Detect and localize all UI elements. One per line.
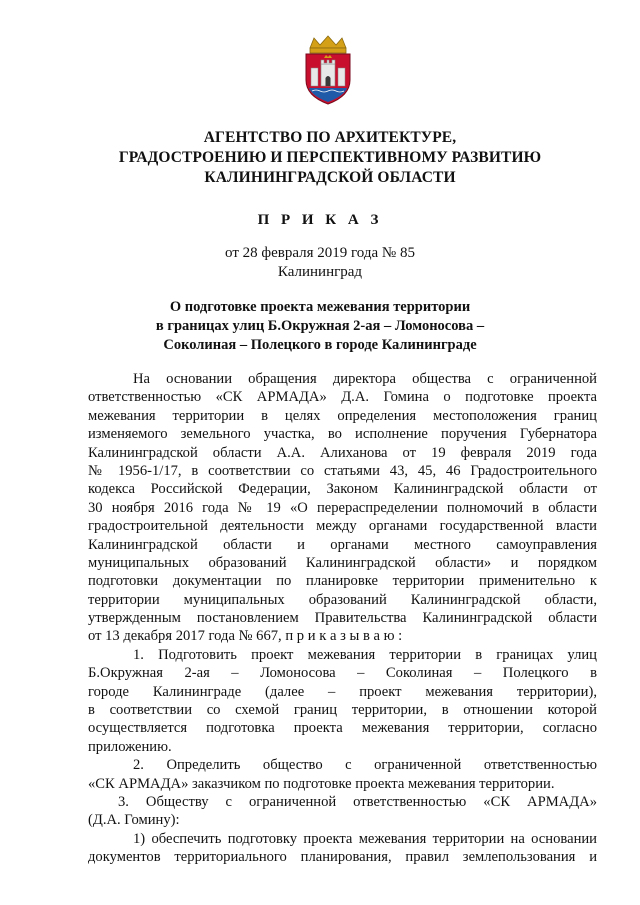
order-date-number: от 28 февраля 2019 года № 85 xyxy=(225,245,415,261)
subject-line-1: О подготовке проекта межевания территории xyxy=(169,299,471,315)
preamble-line: 30 ноября 2016 года № 19 «О перераспределении полномочий в области xyxy=(88,499,597,516)
preamble-line: № 1956-1/17, в соответствии со статьями 43, 45, 46 Градостроительного xyxy=(88,462,597,479)
document-type: П Р И К А З xyxy=(257,212,383,228)
preamble-line: градостроительной деятельности между органами государственной власти xyxy=(88,518,597,535)
item-1-line: осуществляется подготовка проекта межевания территории, согласно xyxy=(88,720,597,737)
agency-line-2: ГРАДОСТРОЕНИЮ И ПЕРСПЕКТИВНОМУ РАЗВИТИЮ xyxy=(118,149,542,166)
order-city: Калининград xyxy=(277,264,363,280)
item-2-paragraph xyxy=(88,756,597,793)
preamble-line: кодекса Российской Федерации, Законом Калининградской области от xyxy=(88,481,597,498)
subject-line-2: в границах улиц Б.Окружная 2-ая – Ломоносова – xyxy=(155,318,485,334)
preamble-line: изменяемого земельного участка, во исполнение поручения Губернатора xyxy=(88,426,597,443)
agency-name xyxy=(80,128,580,188)
agency-line-3: КАЛИНИНГРАДСКОЙ ОБЛАСТИ xyxy=(204,169,456,186)
preamble-paragraph xyxy=(88,370,597,646)
order-subject xyxy=(0,298,640,355)
item-3-1-line: документов территориального планирования, правил землепользования и xyxy=(88,849,597,866)
preamble-line: от 13 декабря 2017 года № 667, п р и к а з ы в а ю : xyxy=(88,628,403,645)
preamble-line: Калининградской области и органами местного самоуправления xyxy=(88,536,597,553)
document-body xyxy=(88,370,597,867)
item-3-1-paragraph xyxy=(88,830,597,867)
preamble-line: территории муниципальных образований Калининградской области, xyxy=(88,591,597,608)
item-1-paragraph xyxy=(88,646,597,756)
preamble-line: муниципальных образований Калининградской области» и порядком xyxy=(88,554,597,571)
item-3-paragraph xyxy=(88,793,597,830)
order-meta xyxy=(0,244,640,282)
preamble-line: подготовки документации по планировке территории применительно к xyxy=(88,573,597,590)
preamble-line: ответственностью «СК АРМАДА» Д.А. Гомина о подготовке проекта xyxy=(88,389,597,406)
item-3-line: (Д.А. Гомину): xyxy=(88,812,180,829)
preamble-line: межевания территории в целях определения местоположения границ xyxy=(88,407,597,424)
item-2-line: «СК АРМАДА» заказчиком по подготовке проекта межевания территории. xyxy=(88,775,555,792)
item-3-1-line: 1) обеспечить подготовку проекта межевания территории на основании xyxy=(133,830,597,847)
item-1-line: в соответствии со схемой границ территории, в отношении которой xyxy=(88,702,597,719)
item-1-line: 1. Подготовить проект межевания территории в границах улиц xyxy=(133,646,597,663)
subject-line-3: Соколиная – Полецкого в городе Калининграде xyxy=(163,337,477,353)
preamble-line: Калининградской области А.А. Алиханова от 19 февраля 2019 года xyxy=(88,444,597,461)
kaliningrad-coat-of-arms-icon xyxy=(300,34,356,106)
item-1-line: городе Калининграде (далее – проект межевания территории), xyxy=(88,683,597,700)
item-1-line: Б.Окружная 2-ая – Ломоносова – Соколиная – Полецкого в xyxy=(88,665,597,682)
preamble-line: утвержденным постановлением Правительства Калининградской области xyxy=(88,610,597,627)
preamble-line: На основании обращения директора общества с ограниченной xyxy=(133,371,597,387)
item-3-line: 3. Обществу с ограниченной ответственностью «СК АРМАДА» xyxy=(118,793,597,810)
item-2-line: 2. Определить общество с ограниченной ответственностью xyxy=(133,757,597,774)
agency-line-1: АГЕНТСТВО ПО АРХИТЕКТУРЕ, xyxy=(203,129,457,146)
item-1-line: приложению. xyxy=(88,738,172,755)
